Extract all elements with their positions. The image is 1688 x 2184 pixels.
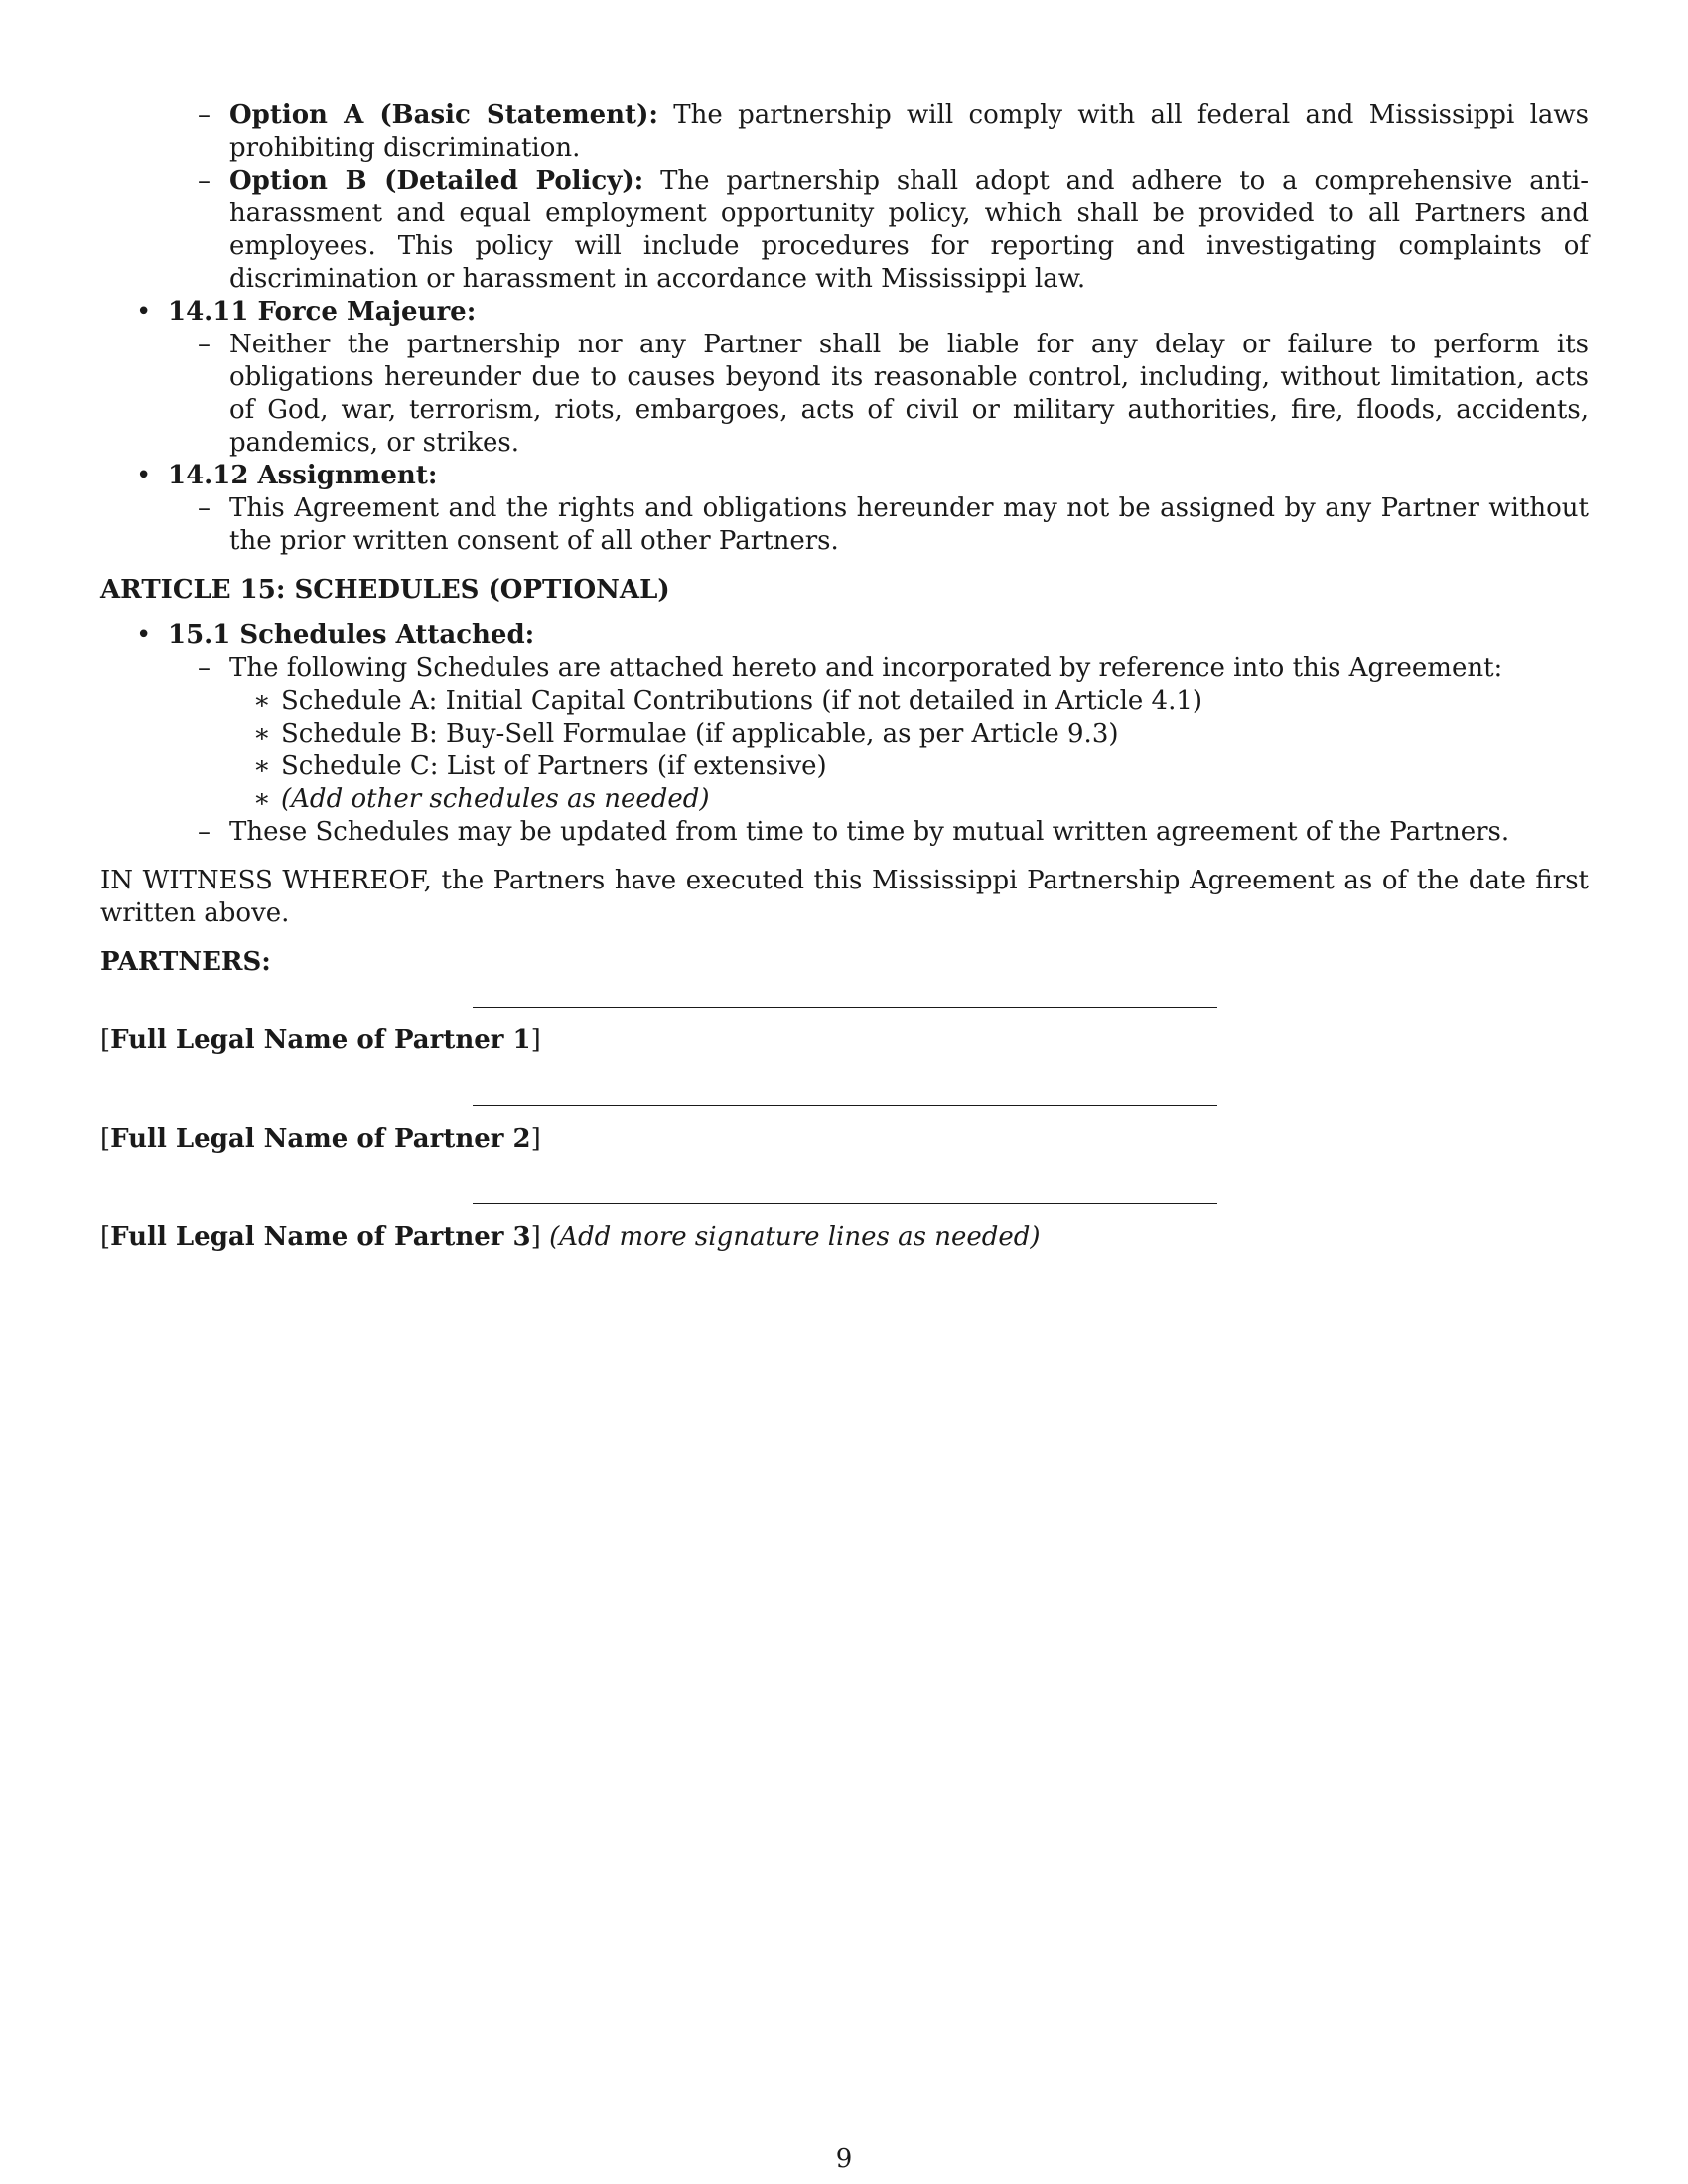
signature-block-3 xyxy=(100,1175,1589,1274)
schedule-item-other: (Add other schedules as needed) xyxy=(281,784,710,814)
option-a xyxy=(168,99,1589,165)
signature-note: (Add more signature lines as needed) xyxy=(549,1222,1041,1252)
signature-line[interactable] xyxy=(473,1007,1217,1008)
partners-label: PARTNERS: xyxy=(100,947,271,977)
schedules-update xyxy=(168,816,1589,849)
assignment-text-content: This Agreement and the rights and obligations hereunder may not be assigned by any Partner without the prior written consent of all other Partners. xyxy=(229,493,1589,556)
section-15-list xyxy=(100,619,1589,849)
schedules-intro xyxy=(168,652,1589,816)
signature-name: [Full Legal Name of Partner 2] xyxy=(100,1124,541,1154)
option-a-label: Option A (Basic Statement): xyxy=(229,100,658,130)
partner-name-1: Full Legal Name of Partner 1 xyxy=(110,1025,531,1055)
section-14-11 xyxy=(100,296,1589,460)
option-b-label: Option B (Detailed Policy): xyxy=(229,166,644,196)
section-14-list xyxy=(100,296,1589,558)
page-number: 9 xyxy=(835,2144,853,2174)
section-15-1-title: 15.1 Schedules Attached: xyxy=(168,620,535,650)
option-a-text: The partnership will comply with all federal and Mississippi laws prohibiting discrimination. xyxy=(229,100,1590,163)
section-14-12 xyxy=(100,460,1589,558)
section-14-11-title: 14.11 Force Majeure: xyxy=(168,297,477,327)
section-14-12-title: 14.12 Assignment: xyxy=(168,461,438,490)
option-b xyxy=(168,165,1589,296)
partner-name-2: Full Legal Name of Partner 2 xyxy=(110,1124,531,1154)
signature-name: [Full Legal Name of Partner 3] (Add more signature lines as needed) xyxy=(100,1222,1041,1252)
assignment-text xyxy=(168,492,1589,558)
schedule-item: ∗ Schedule C: List of Partners (if extensive) xyxy=(229,751,1589,783)
option-b-text: The partnership shall adopt and adhere to a comprehensive anti-harassment and equal employment opportunity policy, which shall be provided to all Partners and employees. This policy will include procedures for reporting and investigating complaints of discrimination or harassment in accordance with Mississippi law. xyxy=(229,166,1589,294)
schedules-update-text: These Schedules may be updated from time to time by mutual written agreement of the Partners. xyxy=(229,817,1510,847)
force-majeure-text xyxy=(168,329,1589,460)
witness-paragraph: IN WITNESS WHEREOF, the Partners have executed this Mississippi Partnership Agreement as of the date first written above. xyxy=(100,866,1589,928)
article-15-heading: ARTICLE 15: SCHEDULES (OPTIONAL) xyxy=(100,575,670,605)
section-15-1 xyxy=(100,619,1589,849)
schedule-list xyxy=(229,685,1589,816)
signature-line[interactable] xyxy=(473,1203,1217,1204)
signature-name: [Full Legal Name of Partner 1] xyxy=(100,1025,541,1055)
force-majeure-text-content: Neither the partnership nor any Partner shall be liable for any delay or failure to perform its obligations hereunder due to causes beyond its reasonable control, including, without limitation, acts of God, war, terrorism, riots, embargoes, acts of civil or military authorities, fire, floods, accidents, pandemics, or strikes. xyxy=(229,330,1589,458)
signature-line[interactable] xyxy=(473,1105,1217,1106)
schedule-item xyxy=(229,783,1589,816)
schedule-item: ∗ Schedule B: Buy-Sell Formulae (if applicable, as per Article 9.3) xyxy=(229,718,1589,751)
schedule-item: ∗ Schedule A: Initial Capital Contributions (if not detailed in Article 4.1) xyxy=(229,685,1589,718)
signature-block-2 xyxy=(100,1077,1589,1175)
discrimination-options xyxy=(100,99,1589,296)
document-page xyxy=(100,99,1589,1274)
partner-name-3: Full Legal Name of Partner 3 xyxy=(110,1222,531,1252)
schedules-intro-text: The following Schedules are attached hereto and incorporated by reference into this Agreement: xyxy=(229,653,1503,683)
signature-block-1 xyxy=(100,979,1589,1077)
